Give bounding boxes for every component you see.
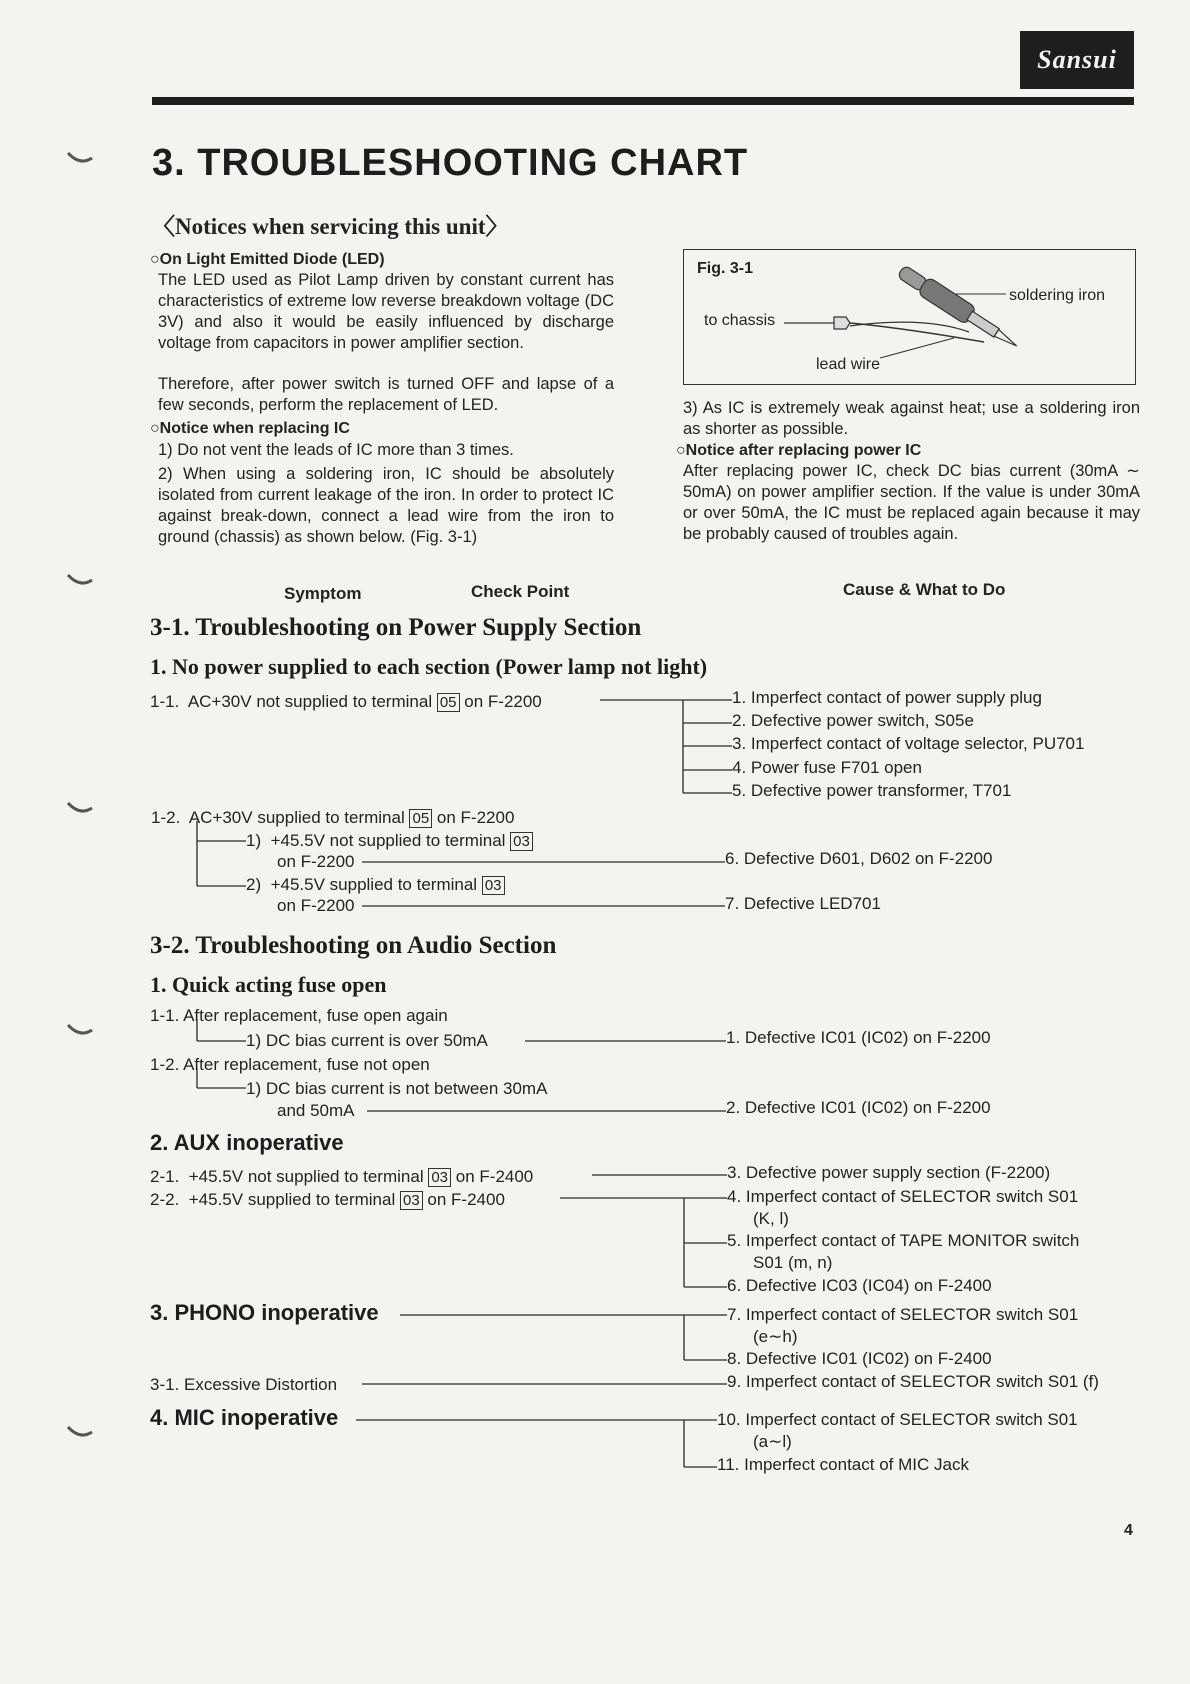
audio-subtitle-4: 4. MIC inoperative	[150, 1405, 339, 1430]
audio-cause-4: 4. Imperfect contact of SELECTOR switch S01	[727, 1187, 1079, 1206]
check-2-2-board: on F-2400	[427, 1190, 505, 1209]
check-audio-1-2-sub-cont: and 50mA	[277, 1101, 355, 1120]
terminal-badge: 03	[400, 1191, 423, 1210]
check-1-1-board: on F-2200	[464, 692, 542, 711]
audio-cause-6: 6. Defective IC03 (IC04) on F-2400	[727, 1276, 992, 1295]
power-ic-text: After replacing power IC, check DC bias current (30mA ∼ 50mA) on power amplifier section. If the value is under 30mA or over 50mA, the IC must be replaced again because it may be probably caused of troubles again.	[683, 462, 1140, 543]
check-2-2-number: 2-2.	[150, 1190, 180, 1209]
sub-2-text: +45.5V supplied to terminal	[270, 875, 478, 894]
audio-subtitle-1: 1. Quick acting fuse open	[150, 972, 387, 997]
check-1-2-number: 1-2.	[151, 808, 181, 827]
power-cause-7: 7. Defective LED701	[725, 894, 881, 913]
audio-cause-5: 5. Imperfect contact of TAPE MONITOR switch	[727, 1231, 1080, 1250]
power-cause-6: 6. Defective D601, D602 on F-2200	[725, 849, 993, 868]
audio-cause-7: 7. Imperfect contact of SELECTOR switch S01	[727, 1305, 1079, 1324]
terminal-badge: 03	[428, 1168, 451, 1187]
check-1-2-sub-1-board: on F-2200	[277, 852, 355, 871]
audio-cause-8: 8. Defective IC01 (IC02) on F-2400	[727, 1349, 992, 1368]
power-cause-3: 3. Imperfect contact of voltage selector, PU701	[732, 734, 1085, 753]
check-2-1-board: on F-2400	[455, 1167, 534, 1186]
column-check-point: Check Point	[471, 582, 570, 601]
check-audio-1-2-sub: 1) DC bias current is not between 30mA	[246, 1079, 548, 1098]
audio-subtitle-2: 2. AUX inoperative	[150, 1130, 344, 1155]
figure-label: Fig. 3-1	[697, 260, 754, 277]
power-ic-heading: ○Notice after replacing power IC	[676, 442, 922, 459]
check-1-2-board: on F-2200	[436, 808, 515, 827]
power-subtitle-1: 1. No power supplied to each section (Power lamp not light)	[150, 654, 708, 679]
check-audio-3-1: 3-1. Excessive Distortion	[150, 1375, 338, 1394]
sub-2-number: 2)	[246, 875, 262, 894]
check-audio-1-1: 1-1. After replacement, fuse open again	[150, 1006, 448, 1025]
figure-lead-wire-label: lead wire	[816, 356, 881, 373]
figure-soldering-iron-label: soldering iron	[1009, 287, 1106, 304]
audio-cause-9: 9. Imperfect contact of SELECTOR switch S01 (f)	[727, 1372, 1099, 1391]
ic-item-1: 1) Do not vent the leads of IC more than 3 times.	[158, 441, 514, 459]
ic-item-2: 2) When using a soldering iron, IC should be absolutely isolated from current leakage of the iron. In order to protect IC against break-down, connect a lead wire from the iron to ground (chassis) as shown below. (Fig. 3-1)	[158, 465, 614, 546]
check-2-1-text: +45.5V not supplied to terminal	[188, 1167, 424, 1186]
check-1-1-text: AC+30V not supplied to terminal	[187, 692, 433, 711]
audio-cause-7-cont: (e∼h)	[753, 1327, 798, 1346]
audio-cause-10: 10. Imperfect contact of SELECTOR switch S01	[717, 1410, 1078, 1429]
check-audio-1-1-sub: 1) DC bias current is over 50mA	[246, 1031, 488, 1050]
audio-cause-2: 2. Defective IC01 (IC02) on F-2200	[726, 1098, 991, 1117]
audio-cause-5-cont: S01 (m, n)	[753, 1253, 833, 1272]
sub-1-text: +45.5V not supplied to terminal	[270, 831, 506, 850]
audio-cause-3: 3. Defective power supply section (F-2200)	[727, 1163, 1051, 1182]
led-text: The LED used as Pilot Lamp driven by constant current has characteristics of extreme low reverse breakdown voltage (DC 3V) and also it would be easily influenced by discharge voltage from capacitors in power amplifier section.	[158, 271, 614, 352]
led-heading: ○On Light Emitted Diode (LED)	[150, 251, 385, 268]
page-title: 3. TROUBLESHOOTING CHART	[152, 142, 749, 184]
audio-cause-10-cont: (a∼l)	[753, 1432, 792, 1451]
ic-item-3: 3) As IC is extremely weak against heat; use a soldering iron as shorter as possible.	[683, 399, 1140, 438]
terminal-badge: 03	[510, 832, 533, 851]
section-power-title: 3-1. Troubleshooting on Power Supply Section	[150, 614, 642, 641]
power-cause-5: 5. Defective power transformer, T701	[732, 781, 1012, 800]
terminal-badge: 03	[482, 876, 505, 895]
figure-to-chassis-label: to chassis	[704, 312, 776, 329]
audio-cause-1: 1. Defective IC01 (IC02) on F-2200	[726, 1028, 991, 1047]
led-text-2: Therefore, after power switch is turned OFF and lapse of a few seconds, perform the replacement of LED.	[158, 375, 614, 414]
check-1-2-text: AC+30V supplied to terminal	[188, 808, 405, 827]
check-2-2-text: +45.5V supplied to terminal	[188, 1190, 396, 1209]
ic-heading: ○Notice when replacing IC	[150, 420, 350, 437]
column-cause: Cause & What to Do	[843, 580, 1006, 599]
audio-subtitle-3: 3. PHONO inoperative	[150, 1300, 379, 1325]
audio-cause-4-cont: (K, l)	[753, 1209, 789, 1228]
check-1-1-number: 1-1.	[150, 692, 180, 711]
terminal-badge: 05	[409, 809, 432, 828]
sub-1-number: 1)	[246, 831, 262, 850]
check-2-1-number: 2-1.	[150, 1167, 180, 1186]
power-cause-2: 2. Defective power switch, S05e	[732, 711, 974, 730]
section-audio-title: 3-2. Troubleshooting on Audio Section	[150, 932, 557, 959]
check-1-2-sub-2-board: on F-2200	[277, 896, 355, 915]
brand-logo: Sansui	[1020, 31, 1134, 89]
terminal-badge: 05	[437, 693, 460, 712]
power-cause-1: 1. Imperfect contact of power supply plug	[732, 688, 1042, 707]
audio-cause-11: 11. Imperfect contact of MIC Jack	[717, 1455, 969, 1474]
notices-heading: 〈Notices when servicing this unit〉	[152, 214, 509, 239]
check-audio-1-2: 1-2. After replacement, fuse not open	[150, 1055, 430, 1074]
column-symptom: Symptom	[284, 584, 362, 603]
power-cause-4: 4. Power fuse F701 open	[732, 758, 922, 777]
page-number: 4	[1124, 1522, 1133, 1539]
